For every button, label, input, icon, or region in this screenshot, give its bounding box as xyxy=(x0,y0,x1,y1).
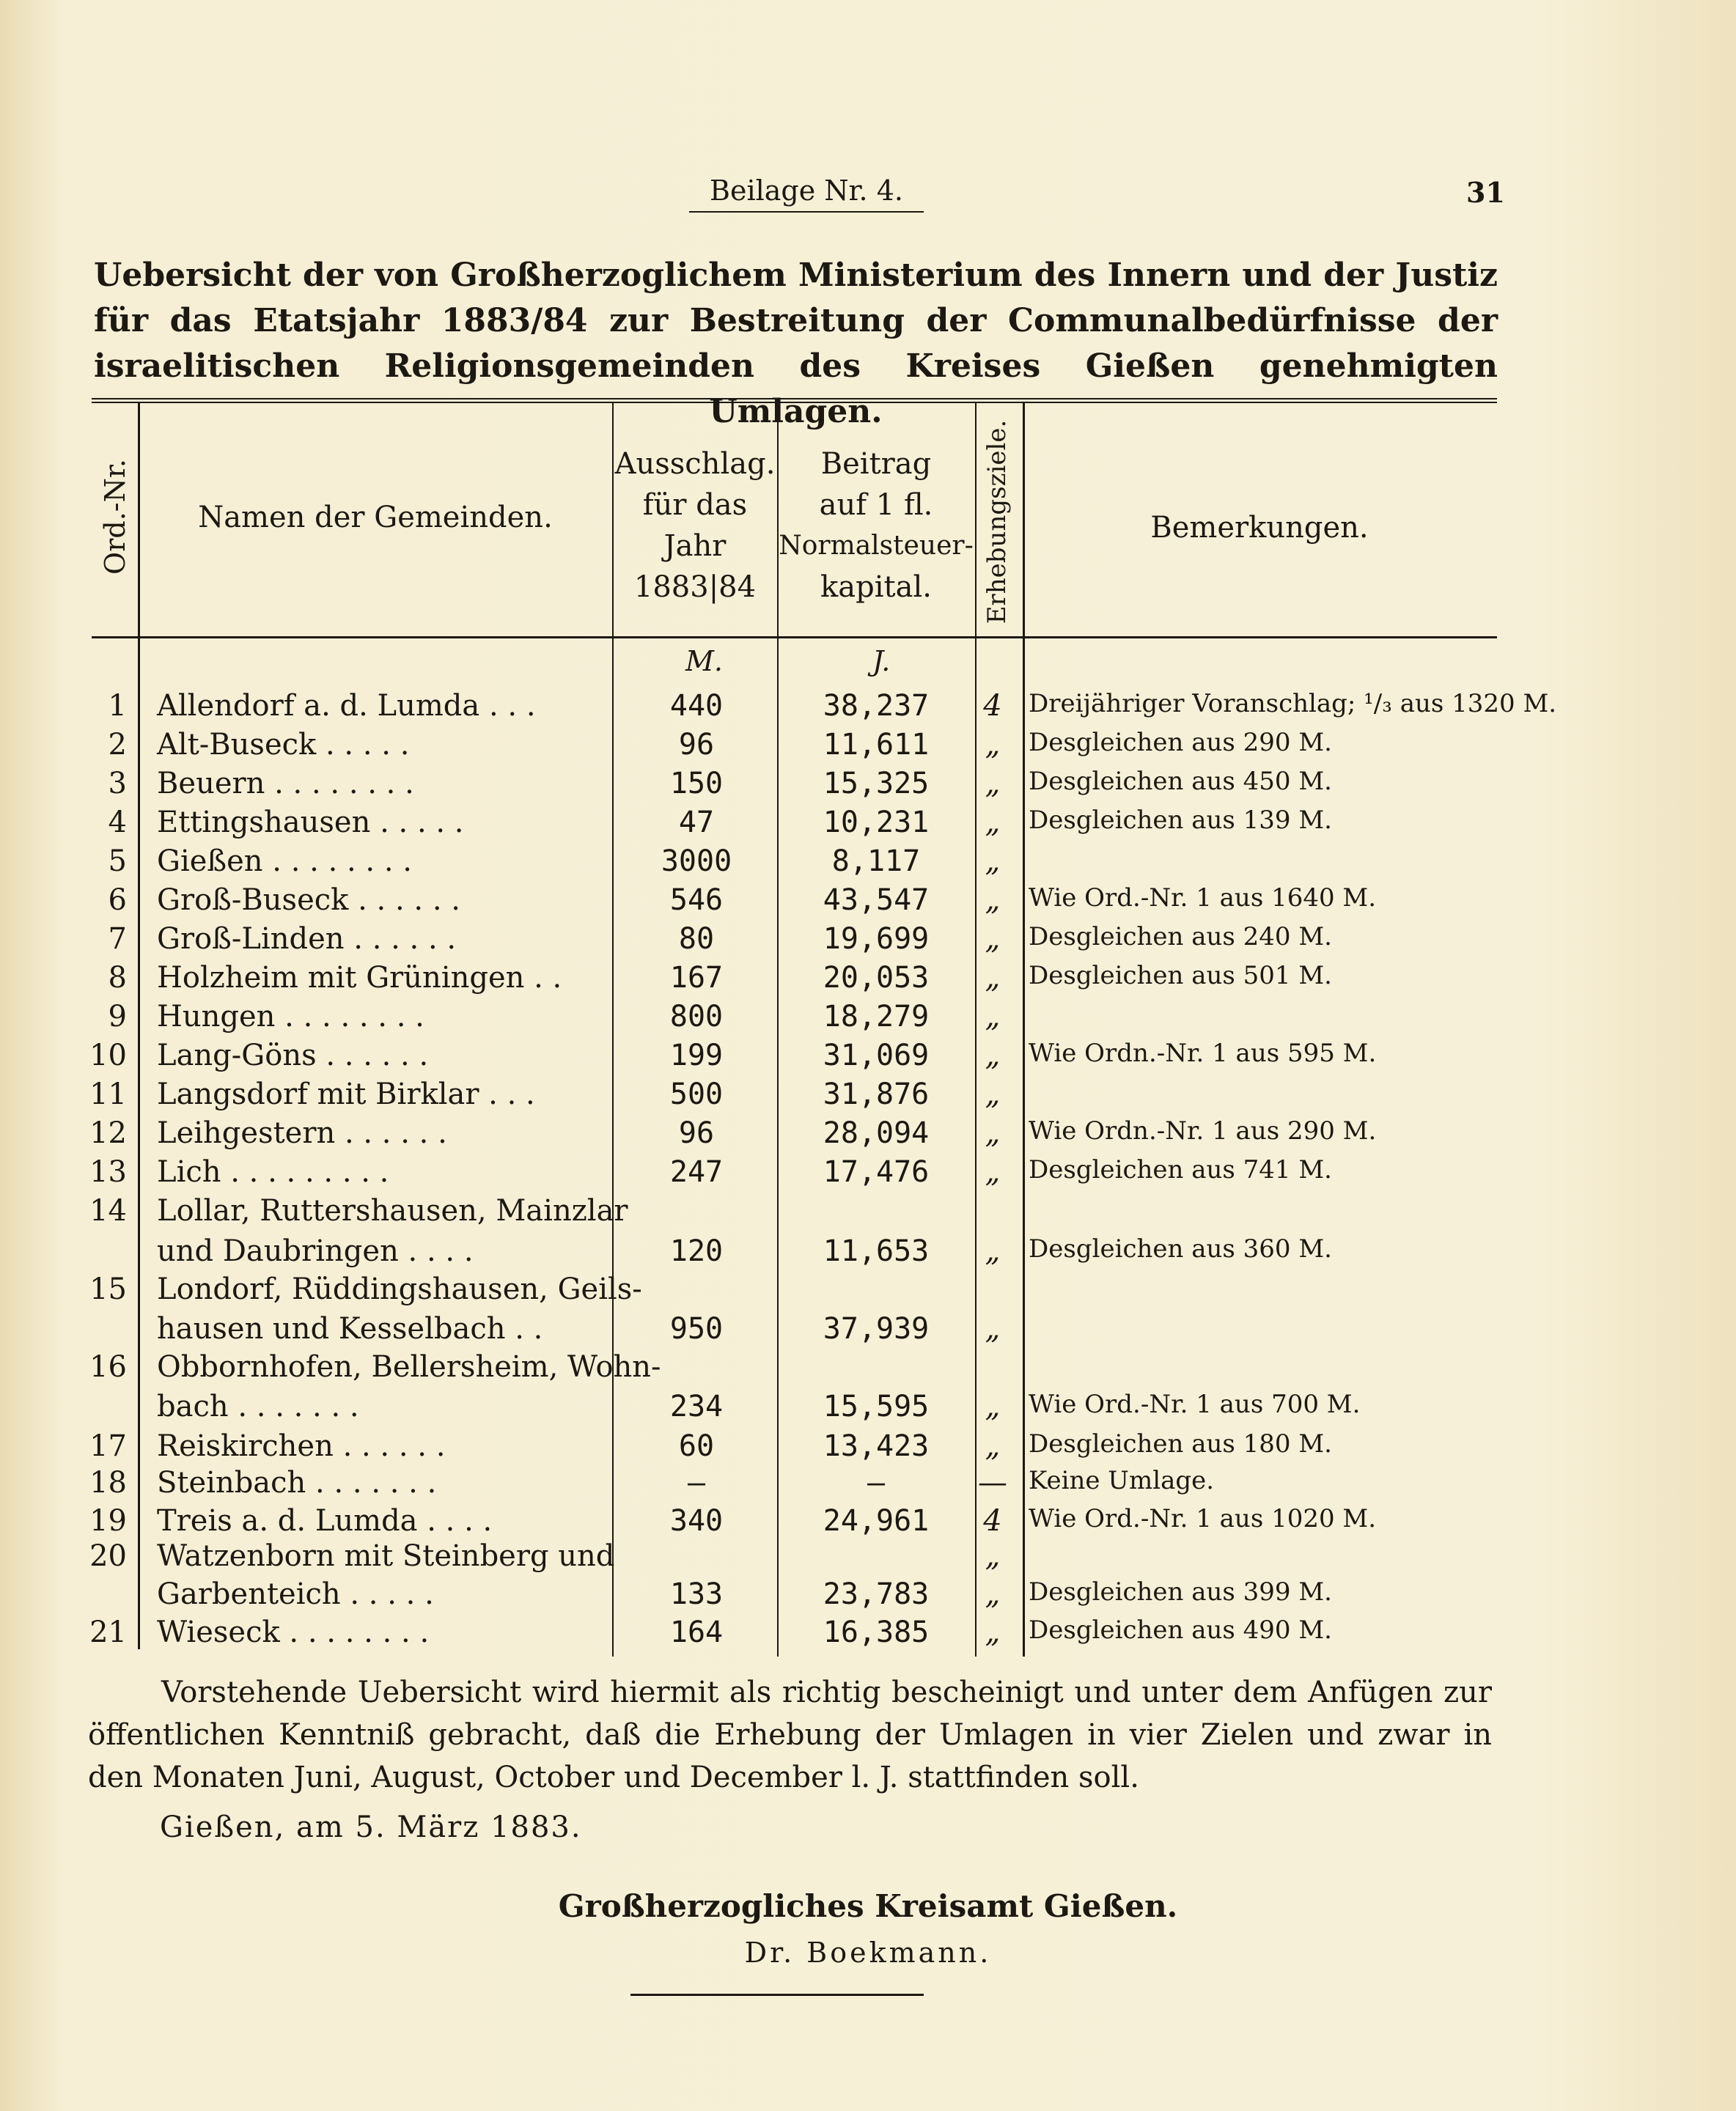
contribution-rate: 17,476 xyxy=(823,1155,930,1189)
collection-terms: „ xyxy=(985,1577,1001,1611)
remarks: Desgleichen aus 290 M. xyxy=(1029,728,1332,757)
row-number: 9 xyxy=(108,1000,127,1034)
row-number: 6 xyxy=(108,883,127,917)
community-name: Garbenteich . . . . . xyxy=(157,1577,434,1611)
header-ausschlag-line3: Jahr xyxy=(663,529,727,563)
levy-amount: 546 xyxy=(669,883,724,917)
community-name: Reiskirchen . . . . . . xyxy=(157,1429,446,1463)
table-row xyxy=(0,1577,1736,1616)
header-beitrag xyxy=(779,443,974,608)
contribution-rate: 43,547 xyxy=(823,883,930,917)
levy-amount: 150 xyxy=(669,767,724,800)
levy-amount: 96 xyxy=(678,728,715,762)
unit-pfennig: J. xyxy=(872,645,891,677)
row-number: 10 xyxy=(89,1039,127,1072)
table-row xyxy=(0,1312,1736,1350)
collection-terms: „ xyxy=(985,1539,1001,1573)
levy-amount: 96 xyxy=(678,1116,715,1150)
table-row xyxy=(0,961,1736,999)
levy-amount: 3000 xyxy=(661,844,732,878)
collection-terms: „ xyxy=(985,844,1001,878)
levy-amount: 199 xyxy=(669,1039,724,1072)
contribution-rate: 13,423 xyxy=(823,1429,930,1463)
community-name: Lich . . . . . . . . . xyxy=(157,1155,389,1189)
community-name: Lollar, Ruttershausen, Mainzlar xyxy=(157,1194,628,1228)
contribution-rate: 10,231 xyxy=(823,806,930,839)
levy-amount: 133 xyxy=(669,1577,724,1611)
collection-terms: „ xyxy=(985,1429,1001,1463)
unit-mark: M. xyxy=(685,645,723,677)
collection-terms: 4 xyxy=(983,689,1002,723)
community-name: Beuern . . . . . . . . xyxy=(157,767,414,800)
contribution-rate: 23,783 xyxy=(823,1577,930,1611)
remarks: Desgleichen aus 240 M. xyxy=(1029,922,1332,951)
levy-amount: 340 xyxy=(669,1504,724,1538)
contribution-rate: 8,117 xyxy=(831,844,921,878)
row-number: 17 xyxy=(89,1429,127,1463)
levy-amount: 60 xyxy=(678,1429,715,1463)
community-name: Gießen . . . . . . . . xyxy=(157,844,413,878)
collection-terms: „ xyxy=(985,1116,1001,1150)
row-number: 15 xyxy=(89,1272,127,1306)
levy-amount: 167 xyxy=(669,961,724,995)
remarks: Desgleichen aus 450 M. xyxy=(1029,767,1332,796)
levy-amount: 120 xyxy=(669,1234,724,1268)
contribution-rate: 31,876 xyxy=(823,1077,930,1111)
levy-amount: 800 xyxy=(669,1000,724,1034)
row-number: 8 xyxy=(108,961,127,995)
community-name: Steinbach . . . . . . . xyxy=(157,1466,437,1500)
community-name: Watzenborn mit Steinberg und xyxy=(157,1539,615,1573)
levy-amount: — xyxy=(687,1466,706,1500)
page-header xyxy=(0,174,1736,218)
collection-terms: „ xyxy=(985,1390,1001,1423)
row-number: 2 xyxy=(108,728,127,762)
collection-terms: „ xyxy=(985,1155,1001,1189)
contribution-rate: 16,385 xyxy=(823,1616,930,1649)
remarks: Desgleichen aus 399 M. xyxy=(1029,1577,1332,1607)
row-number: 19 xyxy=(89,1504,127,1538)
contribution-rate: 18,279 xyxy=(823,1000,930,1034)
table-row xyxy=(0,883,1736,921)
table-row xyxy=(0,1000,1736,1038)
levy-amount: 950 xyxy=(669,1312,724,1346)
header-beitrag-line3: Normalsteuer- xyxy=(779,531,974,561)
collection-terms: „ xyxy=(985,767,1001,800)
remarks: Wie Ordn.-Nr. 1 aus 595 M. xyxy=(1029,1039,1377,1068)
header-ausschlag-line2: für das xyxy=(642,488,748,522)
row-number: 18 xyxy=(89,1466,127,1500)
remarks: Wie Ord.-Nr. 1 aus 1020 M. xyxy=(1029,1504,1377,1533)
table-row xyxy=(0,1155,1736,1193)
closing-rule xyxy=(630,1994,924,1996)
levy-amount: 500 xyxy=(669,1077,724,1111)
header-beitrag-line2: auf 1 fl. xyxy=(819,488,933,522)
table-top-rule xyxy=(92,398,1497,403)
remarks: Wie Ordn.-Nr. 1 aus 290 M. xyxy=(1029,1116,1377,1146)
collection-terms: 4 xyxy=(983,1504,1002,1538)
collection-terms: „ xyxy=(985,1000,1001,1034)
certification-note: Vorstehende Uebersicht wird hiermit als richtig bescheinigt und unter dem Anfügen zur öffentlichen Kenntniß gebracht, daß die Erhebung der Umlagen in vier Zielen und zwar in den Monaten Juni, August, October und December l. J. stattfinden soll. xyxy=(88,1676,1492,1794)
remarks: Desgleichen aus 139 M. xyxy=(1029,806,1332,835)
community-name: Groß-Buseck . . . . . . xyxy=(157,883,460,917)
community-name: Holzheim mit Grüningen . . xyxy=(157,961,562,995)
row-number: 12 xyxy=(89,1116,127,1150)
levy-amount: 234 xyxy=(669,1390,724,1423)
header-ausschlag xyxy=(614,443,776,608)
table-row xyxy=(0,1429,1736,1467)
collection-terms: „ xyxy=(985,922,1001,956)
table-row xyxy=(0,728,1736,766)
community-name: Lang-Göns . . . . . . xyxy=(157,1039,429,1072)
remarks: Desgleichen aus 360 M. xyxy=(1029,1234,1332,1264)
row-number: 20 xyxy=(89,1539,127,1573)
levy-amount: 247 xyxy=(669,1155,724,1189)
header-beitrag-line1: Beitrag xyxy=(820,447,932,481)
table-row xyxy=(0,1234,1736,1272)
contribution-rate: 38,237 xyxy=(823,689,930,723)
levy-amount: 440 xyxy=(669,689,724,723)
table-row xyxy=(0,689,1736,727)
levy-amount: 80 xyxy=(678,922,715,956)
table-row xyxy=(0,1390,1736,1428)
community-name: Langsdorf mit Birklar . . . xyxy=(157,1077,535,1111)
community-name: Leihgestern . . . . . . xyxy=(157,1116,447,1150)
community-name: Wieseck . . . . . . . . xyxy=(157,1616,430,1649)
remarks: Desgleichen aus 741 M. xyxy=(1029,1155,1332,1185)
header-ausschlag-line1: Ausschlag. xyxy=(614,447,776,481)
community-name: und Daubringen . . . . xyxy=(157,1234,474,1268)
table-row xyxy=(0,1077,1736,1116)
page-number: 31 xyxy=(1466,176,1505,209)
collection-terms: — xyxy=(978,1466,1007,1500)
contribution-rate: 15,595 xyxy=(823,1390,930,1423)
remarks: Desgleichen aus 490 M. xyxy=(1029,1616,1332,1645)
remarks: Wie Ord.-Nr. 1 aus 1640 M. xyxy=(1029,883,1377,913)
contribution-rate: 24,961 xyxy=(823,1504,930,1538)
collection-terms: „ xyxy=(985,883,1001,917)
appendix-label: Beilage Nr. 4. xyxy=(689,174,924,213)
collection-terms: „ xyxy=(985,806,1001,839)
contribution-rate: 20,053 xyxy=(823,961,930,995)
table-row xyxy=(0,1616,1736,1654)
row-number: 14 xyxy=(89,1194,127,1228)
collection-terms: „ xyxy=(985,1312,1001,1346)
table-row xyxy=(0,1350,1736,1388)
table-row xyxy=(0,1504,1736,1542)
contribution-rate: 19,699 xyxy=(823,922,930,956)
community-name: hausen und Kesselbach . . xyxy=(157,1312,543,1346)
table-row xyxy=(0,806,1736,844)
table-row xyxy=(0,1116,1736,1154)
header-name: Namen der Gemeinden. xyxy=(198,501,553,534)
row-number: 4 xyxy=(108,806,127,839)
community-name: Londorf, Rüddingshausen, Geils- xyxy=(157,1272,642,1306)
remarks: Wie Ord.-Nr. 1 aus 700 M. xyxy=(1029,1390,1361,1419)
row-number: 7 xyxy=(108,922,127,956)
header-bemerkungen: Bemerkungen. xyxy=(1150,511,1369,545)
table-row xyxy=(0,1539,1736,1577)
contribution-rate: 28,094 xyxy=(823,1116,930,1150)
levy-amount: 47 xyxy=(678,806,715,839)
row-number: 11 xyxy=(89,1077,127,1111)
row-number: 1 xyxy=(108,689,127,723)
row-number: 16 xyxy=(89,1350,127,1384)
issuing-authority: Großherzogliches Kreisamt Gießen. xyxy=(558,1888,1178,1924)
community-name: Obbornhofen, Bellersheim, Wohn- xyxy=(157,1350,661,1384)
remarks: Keine Umlage. xyxy=(1029,1466,1215,1495)
table-row xyxy=(0,1194,1736,1232)
contribution-rate: — xyxy=(867,1466,886,1500)
contribution-rate: 15,325 xyxy=(823,767,930,800)
collection-terms: „ xyxy=(985,1077,1001,1111)
collection-terms: „ xyxy=(985,1234,1001,1268)
collection-terms: „ xyxy=(985,1039,1001,1072)
table-row xyxy=(0,1466,1736,1504)
contribution-rate: 11,611 xyxy=(823,728,930,762)
community-name: bach . . . . . . . xyxy=(157,1390,359,1423)
table-row xyxy=(0,1039,1736,1077)
remarks: Desgleichen aus 501 M. xyxy=(1029,961,1332,990)
document-title: Uebersicht der von Großherzoglichem Ministerium des Innern und der Justiz für das Etatsjahr 1883/84 zur Bestreitung der Communalbedürfnisse der israelitischen Religionsgemeinden des Kreises Gießen genehmigten Umlagen. xyxy=(94,257,1498,430)
header-ziele: Erhebungsziele. xyxy=(982,419,1012,625)
contribution-rate: 11,653 xyxy=(823,1234,930,1268)
header-ausschlag-line4: 1883|84 xyxy=(633,570,757,604)
community-name: Groß-Linden . . . . . . xyxy=(157,922,457,956)
row-number: 13 xyxy=(89,1155,127,1189)
collection-terms: „ xyxy=(985,961,1001,995)
table-row xyxy=(0,767,1736,805)
community-name: Hungen . . . . . . . . xyxy=(157,1000,424,1034)
table-row xyxy=(0,922,1736,960)
signatory: Dr. Boekmann. xyxy=(744,1937,992,1969)
header-beitrag-line4: kapital. xyxy=(820,570,932,604)
row-number: 5 xyxy=(108,844,127,878)
community-name: Ettingshausen . . . . . xyxy=(157,806,464,839)
contribution-rate: 37,939 xyxy=(823,1312,930,1346)
collection-terms: „ xyxy=(985,728,1001,762)
collection-terms: „ xyxy=(985,1616,1001,1649)
place-date: Gießen, am 5. März 1883. xyxy=(160,1810,582,1844)
table-row xyxy=(0,844,1736,883)
header-bottom-rule xyxy=(92,636,1497,638)
contribution-rate: 31,069 xyxy=(823,1039,930,1072)
row-number: 21 xyxy=(89,1616,127,1649)
levy-amount: 164 xyxy=(669,1616,724,1649)
table-row xyxy=(0,1272,1736,1311)
header-ordnr: Ord.-Nr. xyxy=(99,459,131,575)
remarks: Desgleichen aus 180 M. xyxy=(1029,1429,1332,1459)
community-name: Treis a. d. Lumda . . . . xyxy=(157,1504,493,1538)
row-number: 3 xyxy=(108,767,127,800)
remarks: Dreijähriger Voranschlag; ¹/₃ aus 1320 M. xyxy=(1029,689,1557,718)
community-name: Allendorf a. d. Lumda . . . xyxy=(157,689,536,723)
community-name: Alt-Buseck . . . . . xyxy=(157,728,410,762)
